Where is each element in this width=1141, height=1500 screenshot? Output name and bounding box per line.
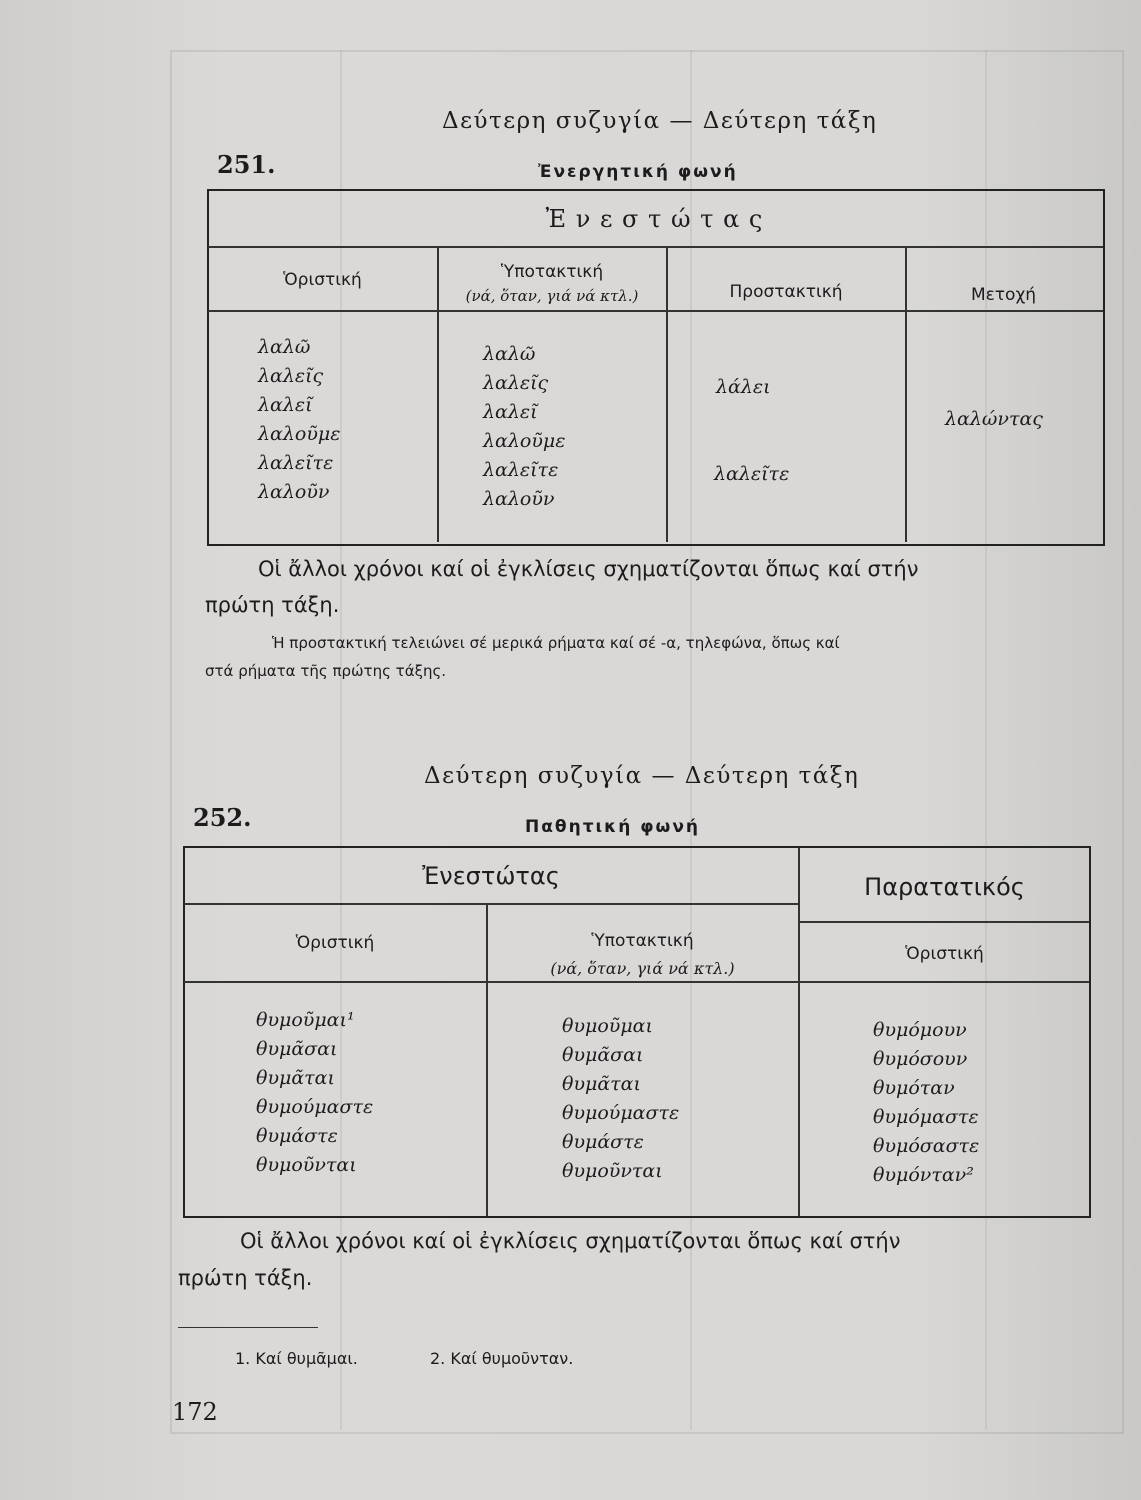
form: λαλεῖς <box>258 365 324 387</box>
form: θυμᾶσαι <box>256 1038 338 1060</box>
table-252-col-indicative: Ὁριστική <box>295 933 375 953</box>
section-252-paragraph-line2: πρώτη τάξη. <box>178 1266 313 1290</box>
form: θυμόσουν <box>873 1048 968 1070</box>
table-251-subjunctive-forms <box>483 340 565 514</box>
section-251-heading: Δεύτερη συζυγία — Δεύτερη τάξη <box>442 108 878 134</box>
table-252-tense-imperfect: Παρατατικός <box>864 873 1025 901</box>
form: λαλοῦν <box>258 481 330 503</box>
table-252-col-subjunctive <box>487 928 798 982</box>
form: λαλοῦν <box>483 488 555 510</box>
table-251-col-subjunctive <box>438 260 666 308</box>
form: λαλεῖτε <box>483 459 559 481</box>
footnote-1: 1. Καί θυμᾶμαι. <box>235 1349 358 1368</box>
table-252-imperfect-forms <box>873 1016 979 1190</box>
table-251-col-indicative: Ὁριστική <box>283 270 362 290</box>
footnote-divider <box>178 1327 318 1328</box>
table-251-participle: λαλώντας <box>945 408 1043 430</box>
table-252-indicative-forms <box>256 1006 373 1180</box>
table-252-col-imperfect-indicative: Ὁριστική <box>905 944 984 964</box>
table-252-subjunctive-forms <box>562 1012 679 1186</box>
table-251-indicative-forms <box>258 333 340 507</box>
form: λαλεῖτε <box>258 452 334 474</box>
table-251-tense: Ἐ ν ε σ τ ώ τ α ς <box>545 205 764 233</box>
table-251-imperative-pl: λαλεῖτε <box>714 463 790 485</box>
subjunctive-note: (νά, ὅταν, γιά νά κτλ.) <box>465 287 639 305</box>
form: λαλῶ <box>258 336 311 358</box>
form: λαλεῖς <box>483 372 549 394</box>
form: θυμοῦμαι¹ <box>256 1009 355 1031</box>
form: θυμοῦμαι <box>562 1015 653 1037</box>
section-251-note-line2: στά ρήματα τῆς πρώτης τάξης. <box>205 662 447 680</box>
section-251-note-line1: Ἡ προστακτική τελειώνει σέ μερικά ρήματα καί σέ -α, τηλεφώνα, ὅπως καί <box>272 634 840 652</box>
table-252-tense-present: Ἐνεστώτας <box>422 862 560 890</box>
form: θυμάστε <box>256 1125 338 1147</box>
subjunctive-label: Ὑποτακτική <box>591 931 694 951</box>
section-252-number: 252. <box>193 803 252 832</box>
form: θυμᾶσαι <box>562 1044 644 1066</box>
subjunctive-label: Ὑποτακτική <box>500 262 604 282</box>
form: λαλεῖ <box>483 401 538 423</box>
form: θυμόμουν <box>873 1019 967 1041</box>
form: θυμόταν <box>873 1077 955 1099</box>
form: λαλεῖ <box>258 394 313 416</box>
page-number: 172 <box>172 1398 218 1426</box>
form: θυμόσαστε <box>873 1135 980 1157</box>
footnote-2: 2. Καί θυμοῦνταν. <box>430 1349 574 1368</box>
section-252-paragraph-line1: Οἱ ἄλλοι χρόνοι καί οἱ ἐγκλίσεις σχηματίζονται ὅπως καί στήν <box>240 1229 901 1253</box>
section-251-voice: Ἐνεργητική φωνή <box>538 162 738 182</box>
form: θυμᾶται <box>562 1073 641 1095</box>
form: θυμούμαστε <box>562 1102 680 1124</box>
form: λαλοῦμε <box>258 423 341 445</box>
form: θυμάστε <box>562 1131 644 1153</box>
form: θυμᾶται <box>256 1067 335 1089</box>
form: λαλῶ <box>483 343 536 365</box>
table-251-col-participle: Μετοχή <box>970 285 1037 305</box>
section-252-heading: Δεύτερη συζυγία — Δεύτερη τάξη <box>424 763 860 789</box>
section-252-voice: Παθητική φωνή <box>525 817 701 837</box>
form: θυμόμαστε <box>873 1106 979 1128</box>
table-251-imperative-sg: λάλει <box>716 376 771 398</box>
subjunctive-note: (νά, ὅταν, γιά νά κτλ.) <box>550 959 735 978</box>
form: θυμόνταν² <box>873 1164 974 1186</box>
form: θυμοῦνται <box>256 1154 357 1176</box>
form: θυμούμαστε <box>256 1096 374 1118</box>
form: λαλοῦμε <box>483 430 566 452</box>
section-251-number: 251. <box>217 150 276 179</box>
section-251-paragraph-line1: Οἱ ἄλλοι χρόνοι καί οἱ ἐγκλίσεις σχηματίζονται ὅπως καί στήν <box>258 557 919 581</box>
section-251-paragraph-line2: πρώτη τάξη. <box>205 593 340 617</box>
form: θυμοῦνται <box>562 1160 663 1182</box>
table-251-col-imperative: Προστακτική <box>729 282 843 302</box>
